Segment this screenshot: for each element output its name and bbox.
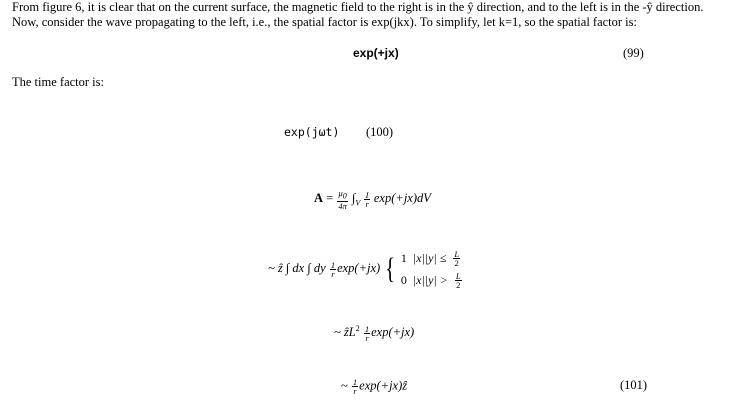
integral-head: ~ ẑ ∫ dx ∫ dy xyxy=(268,260,326,275)
numerator-one: 1 xyxy=(330,259,336,270)
exp-term: exp(+jx) xyxy=(371,325,415,340)
denominator-r: r xyxy=(331,268,335,279)
one-over-r xyxy=(364,325,370,342)
frac-l: L xyxy=(454,248,460,259)
equation-number-101: (101) xyxy=(620,378,648,392)
zl-term: ~ ẑL xyxy=(334,325,356,340)
frac-2: 2 xyxy=(456,279,461,290)
numerator-one: 1 xyxy=(364,323,370,334)
four-pi: 4π xyxy=(338,200,347,211)
numerator-one: 1 xyxy=(352,377,358,387)
case-row-1 xyxy=(401,247,463,269)
equals-sign: = xyxy=(326,191,334,206)
l-over-2-b xyxy=(455,272,462,289)
frac-2: 2 xyxy=(454,257,459,268)
integral-subscript-v: V xyxy=(355,198,361,208)
distance-r: r xyxy=(365,198,369,209)
i-over-r xyxy=(364,191,369,208)
case-row-2 xyxy=(401,269,463,291)
one-over-r xyxy=(330,261,336,278)
equation-approx-1 xyxy=(334,324,414,342)
case-2-value: 0 xyxy=(400,273,407,287)
exp-z-term: exp(+jx)ẑ xyxy=(359,378,408,393)
case-list xyxy=(401,247,463,291)
current-i: I xyxy=(365,189,369,200)
denominator-r: r xyxy=(365,332,369,343)
case-1-condition: |x||y| ≤ xyxy=(412,251,447,265)
integral-sign: ∫ xyxy=(351,191,356,206)
one-over-r xyxy=(352,378,358,395)
case-brace: { xyxy=(385,252,396,285)
mu: μ xyxy=(338,188,343,198)
equation-approx-2 xyxy=(341,378,407,395)
frac-l: L xyxy=(455,270,461,281)
approx-sign: ~ xyxy=(341,378,348,393)
time-factor-label: The time factor is: xyxy=(12,75,104,89)
l-over-2-a xyxy=(453,250,460,267)
denominator-r: r xyxy=(353,386,357,396)
vector-a: A xyxy=(314,191,324,206)
mu-over-4pi xyxy=(337,189,348,210)
equation-number-100: (100) xyxy=(366,125,394,139)
paragraph-line-1: From figure 6, it is clear that on the current surface, the magnetic field to the right is in the ŷ direction, and to the left is in the -ŷ direction. xyxy=(12,0,704,14)
equation-vector-potential xyxy=(314,189,431,210)
case-1-value: 1 xyxy=(400,251,407,265)
exp-dv: exp(+jx)dV xyxy=(373,191,431,206)
exp-term: exp(+jx) xyxy=(337,260,381,275)
case-2-condition: |x||y| > xyxy=(412,273,448,287)
equation-100: exp(jωt) xyxy=(284,125,340,139)
equation-number-99: (99) xyxy=(623,46,644,60)
equation-99: exp(+jx) xyxy=(353,46,399,60)
equation-integral-cases xyxy=(268,247,463,291)
mu-subscript: 0 xyxy=(342,191,347,201)
paragraph-line-2: Now, consider the wave propagating to the left, i.e., the spatial factor is exp(jkx). To simplify, let k=1, so the spatial factor is: xyxy=(12,15,637,29)
power-2: 2 xyxy=(355,324,360,333)
